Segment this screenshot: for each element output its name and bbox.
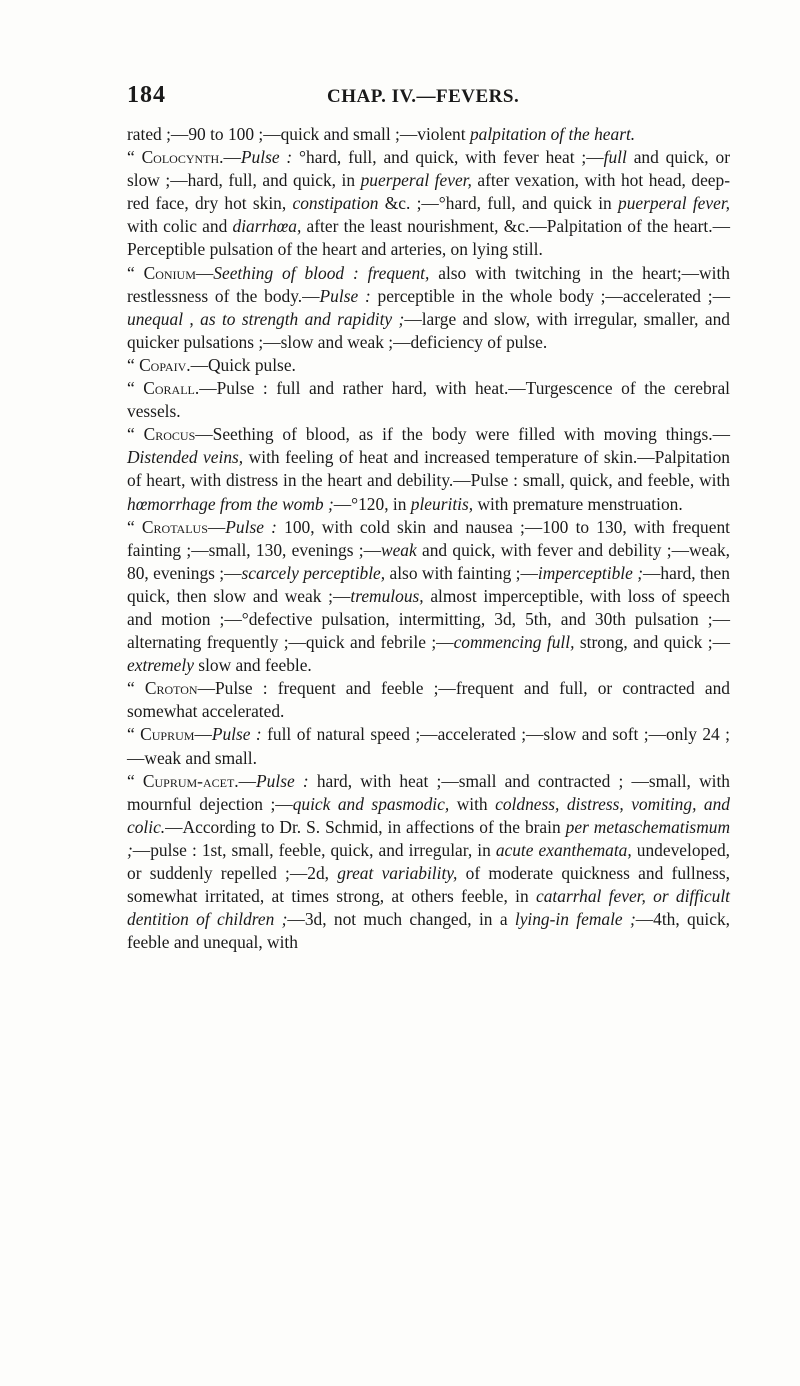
text-run: “ [127, 678, 145, 699]
text-run: almost imperceptible, with loss of speech and motion ;—°defective pulsation, intermitting, 3d, 5th, and 30th pulsation ;—alternating frequently ;—quick and febrile ;— [127, 585, 730, 653]
text-run: —hard, then quick, then slow and weak ;— [127, 562, 730, 606]
paragraph [127, 377, 730, 423]
text-run: — [195, 262, 214, 283]
remedy-name: Croton [144, 678, 198, 699]
italic-text: tremulous, [350, 585, 424, 606]
text-run: —According to Dr. S. Schmid, in affections of the brain [165, 816, 566, 837]
text-run: after vexation, with hot head, deep-red face, dry hot skin, [127, 170, 731, 214]
remedy-name: Corall. [143, 378, 200, 399]
italic-text: great variability, [337, 863, 458, 883]
text-run: full of natural speed ;—accelerated ;—slow and soft ;—only 24 ;—weak and small. [127, 724, 730, 768]
paragraph [127, 423, 730, 515]
italic-text: Pulse : [211, 724, 262, 745]
text-run: also with fainting ;— [385, 562, 538, 583]
italic-text: catarrhal fever, or difficult dentition of children ; [127, 886, 731, 930]
text-run: —3d, not much changed, in a [287, 909, 515, 930]
text-run: of moderate quickness and fullness, somewhat irritated, at times strong, at others feeble, in [127, 863, 730, 907]
text-run: °hard, full, and quick, with fever heat ;— [292, 147, 604, 168]
text-run: —4th, quick, feeble and unequal, with [127, 909, 731, 953]
italic-text: pleuritis, [410, 493, 474, 514]
remedy-name: Crotalus [141, 516, 208, 537]
remedy-name: Colocynth. [141, 147, 224, 168]
text-run: —Pulse : full and rather hard, with heat.—Turgescence of the cerebral vessels. [127, 378, 730, 422]
text-run: “ [127, 262, 144, 283]
paragraph [127, 723, 730, 769]
paragraph [127, 146, 730, 261]
remedy-name: Crocus [143, 424, 196, 445]
remedy-name: Cuprum [140, 724, 195, 745]
italic-text: puerperal fever, [360, 170, 472, 191]
text-run: — [207, 516, 226, 537]
text-run: with colic and [127, 216, 233, 237]
italic-text: scarcely perceptible, [241, 562, 386, 583]
italic-text: Pulse : [240, 147, 293, 168]
italic-text: puerperal fever, [618, 193, 731, 214]
text-run: — [223, 147, 241, 168]
italic-text: weak [380, 539, 417, 560]
italic-text: Pulse : [319, 285, 371, 306]
text-run: “ [127, 424, 144, 445]
text-run: “ [127, 724, 141, 745]
italic-text: commencing full, [453, 632, 575, 653]
text-run: perceptible in the whole body ;—accelerated ;— [370, 285, 730, 306]
page-header [127, 82, 730, 112]
text-run: hard, with heat ;—small and contracted ; —small, with mournful dejection ;— [127, 770, 730, 814]
text-run: with [449, 793, 496, 814]
text-run: “ [127, 516, 142, 537]
remedy-name: Copaiv. [139, 354, 191, 375]
italic-text: hœmorrhage from the womb ; [127, 493, 334, 514]
text-run: strong, and quick ;— [574, 632, 730, 653]
italic-text: unequal , as to strength and rapidity ; [127, 308, 405, 329]
paragraph [127, 516, 730, 678]
italic-text: full [603, 147, 627, 168]
text-run: also with twitching in the heart;—with restlessness of the body.— [127, 262, 730, 306]
text-run: rated ;—90 to 100 ;—quick and small ;—violent [127, 124, 470, 144]
text-run: “ [127, 378, 144, 399]
italic-text: lying-in female ; [514, 909, 636, 930]
text-run: —°120, in [333, 493, 411, 514]
italic-text: Seething of blood : frequent, [213, 262, 430, 283]
text-run: slow and feeble. [193, 655, 312, 676]
text-run: “ [127, 770, 143, 791]
remedy-name: Conium [143, 262, 196, 283]
paragraph [127, 677, 730, 723]
italic-text: coldness, distress, vomiting, and colic. [127, 793, 730, 837]
text-run: —large and slow, with irregular, smaller, and quicker pulsations ;—slow and weak ;—deficiency of pulse. [127, 308, 730, 352]
italic-text: diarrhœa, [232, 216, 302, 237]
paragraph [127, 262, 730, 354]
italic-text: quick and spasmodic, [292, 793, 450, 814]
text-run: —Quick pulse. [190, 354, 296, 375]
italic-text: Pulse : [256, 770, 309, 791]
text-run: —Pulse : frequent and feeble ;—frequent and full, or contracted and somewhat accelerated. [127, 678, 730, 722]
text-run: &c. ;—°hard, full, and quick in [378, 193, 618, 214]
italic-text: Distended veins, [127, 447, 244, 468]
text-run: — [238, 770, 257, 791]
remedy-name: Cuprum-acet. [142, 770, 239, 791]
text-run: and quick, or slow ;—hard, full, and quick, in [127, 147, 730, 191]
italic-text: acute exanthemata, [495, 839, 632, 860]
text-run: 100, with cold skin and nausea ;—100 to 130, with frequent fainting ;—small, 130, evenings ;— [127, 516, 730, 560]
italic-text: Pulse : [225, 516, 277, 537]
text-run: “ [127, 354, 140, 375]
text-run: undeveloped, or suddenly repelled ;—2d, [127, 839, 730, 883]
italic-text: extremely [127, 655, 194, 676]
page-number: 184 [127, 82, 166, 108]
text-run: with feeling of heat and increased temperature of skin.—Palpitation of heart, with distress in the heart and debility.—Pulse : small, quick, and feeble, with [127, 447, 730, 491]
paragraph [127, 770, 730, 955]
text-run: after the least nourishment, &c.—Palpitation of the heart.—Perceptible pulsation of the heart and arteries, on lying still. [127, 216, 730, 260]
text-run: —Seething of blood, as if the body were filled with moving things.— [195, 424, 730, 445]
text-run: — [194, 724, 212, 745]
text-run: —pulse : 1st, small, feeble, quick, and irregular, in [132, 839, 496, 860]
text-run: with premature menstruation. [473, 493, 683, 514]
italic-text: per metaschematismum ; [127, 816, 731, 860]
paragraph [127, 123, 730, 146]
running-head: CHAP. IV.—FEVERS. [327, 86, 520, 107]
text-run: and quick, with fever and debility ;—weak, 80, evenings ;— [127, 539, 730, 583]
paragraph [127, 354, 730, 377]
italic-text: imperceptible ; [537, 562, 644, 583]
body-text [127, 123, 730, 954]
italic-text: palpitation of the heart. [469, 124, 636, 144]
italic-text: constipation [292, 193, 379, 214]
text-run: “ [127, 147, 142, 168]
